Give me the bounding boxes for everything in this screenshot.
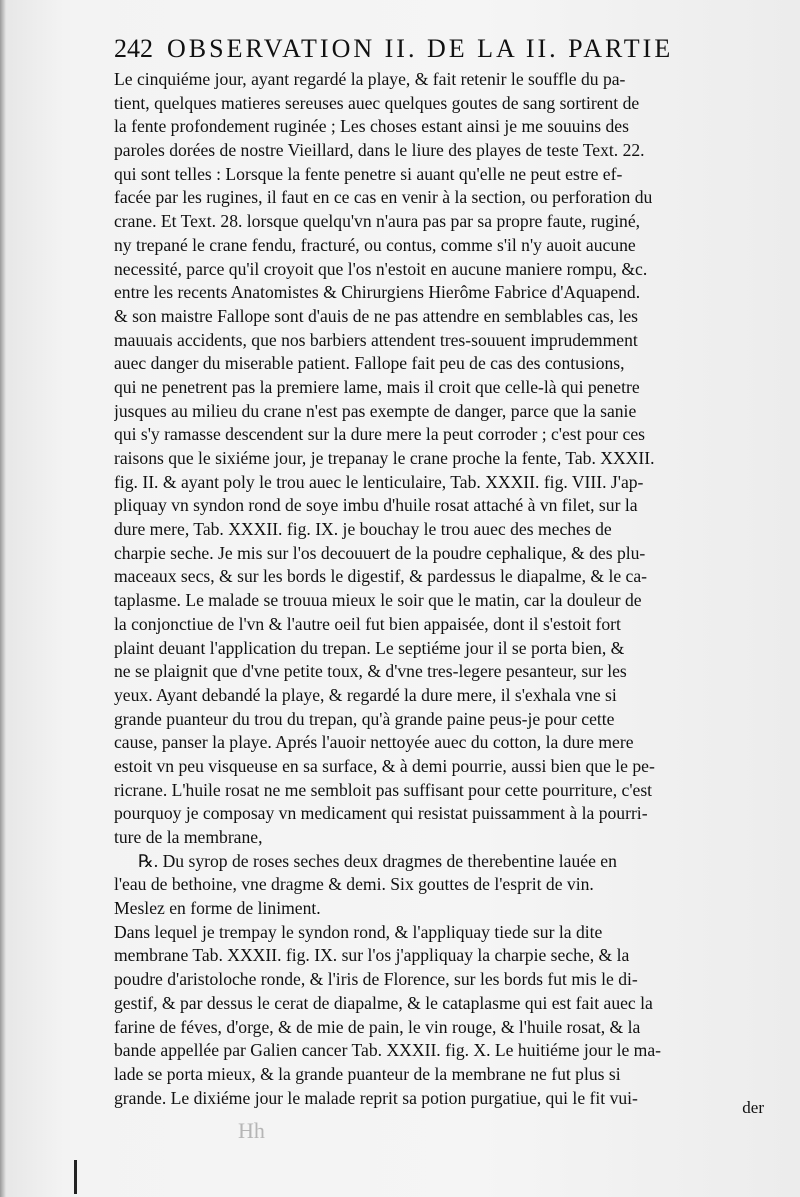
text-line: membrane Tab. XXXII. fig. IX. sur l'os j'appliquay la charpie seche, & la — [114, 945, 630, 966]
text-line: maceaux secs, & sur les bords le digestif, & pardessus le diapalme, & le ca- — [114, 566, 648, 587]
text-line: plaint deuant l'application du trepan. Le septiéme jour il se porta bien, & — [114, 637, 625, 658]
recipe-line: l'eau de bethoine, vne dragme & demi. Six gouttes de l'esprit de vin. — [114, 874, 594, 895]
text-line: ture de la membrane, — [114, 827, 263, 847]
text-line: farine de féves, d'orge, & de mie de pain, le vin rouge, & l'huile rosat, & la — [114, 1016, 641, 1037]
text-line: taplasme. Le malade se trouua mieux le soir que le matin, car la douleur de — [114, 590, 642, 611]
page-number: 242 — [114, 34, 153, 63]
text-line: jusques au milieu du crane n'est pas exempte de danger, parce que la sanie — [114, 400, 637, 421]
text-line: cause, panser la playe. Aprés l'auoir nettoyée auec du cotton, la dure mere — [114, 732, 634, 753]
running-header — [114, 34, 704, 64]
bleedthrough-text: Hh — [238, 1118, 265, 1143]
body-text — [114, 68, 762, 1110]
text-line: grande puanteur du trou du trepan, qu'à grande paine peus-je pour cette — [114, 708, 615, 729]
text-line: ricrane. L'huile rosat ne me sembloit pas suffisant pour cette pourriture, c'est — [114, 779, 653, 800]
text-line: bande appellée par Galien cancer Tab. XXXII. fig. X. Le huitiéme jour le ma- — [114, 1040, 662, 1061]
text-line: auec danger du miserable patient. Fallope fait peu de cas des contusions, — [114, 353, 625, 374]
text-line: poudre d'aristoloche ronde, & l'iris de Florence, sur les bords fut mis le di- — [114, 969, 638, 990]
text-line: pliquay vn syndon rond de soye imbu d'huile rosat attaché à vn filet, sur la — [114, 495, 638, 516]
text-line: paroles dorées de nostre Vieillard, dans le liure des playes de teste Text. 22. — [114, 140, 645, 161]
text-line: estoit vn peu visqueuse en sa surface, & à demi pourrie, aussi bien que le pe- — [114, 755, 655, 776]
text-line: grande. Le dixiéme jour le malade reprit sa potion purgatiue, qui le fit vui- — [114, 1087, 638, 1108]
text-line: Dans lequel je trempay le syndon rond, & l'appliquay tiede sur la dite — [114, 921, 603, 942]
text-line: fig. II. & ayant poly le trou auec le lenticulaire, Tab. XXXII. fig. VIII. J'ap- — [114, 471, 644, 492]
text-line: qui s'y ramasse descendent sur la dure mere la peut corroder ; c'est pour ces — [114, 424, 646, 445]
catchword: der — [742, 1098, 764, 1117]
text-line: Le cinquiéme jour, ayant regardé la playe, & fait retenir le souffle du pa- — [114, 69, 626, 89]
text-line: gestif, & par dessus le cerat de diapalme, & le cataplasme qui est fait auec la — [114, 992, 653, 1013]
text-line: crane. Et Text. 28. lorsque quelqu'vn n'aura pas par sa propre faute, ruginé, — [114, 211, 641, 232]
recipe-line: ℞. Du syrop de roses seches deux dragmes de therebentine lauée en — [138, 850, 617, 871]
text-line: qui sont telles : Lorsque la fente penetre si auant qu'elle ne peut estre ef- — [114, 163, 623, 184]
text-line: raisons que le sixiéme jour, je trepanay le crane proche la fente, Tab. XXXII. — [114, 448, 655, 468]
binding-mark — [74, 1160, 77, 1194]
page-edge-shadow — [0, 0, 6, 1197]
text-line: necessité, parce qu'il croyoit que l'os n'estoit en aucune maniere rompu, &c. — [114, 258, 648, 279]
text-line: facée par les rugines, il faut en ce cas en venir à la section, ou perforation du — [114, 187, 653, 208]
text-line: entre les recents Anatomistes & Chirurgiens Hierôme Fabrice d'Aquapend. — [114, 282, 641, 303]
text-line: & son maistre Fallope sont d'auis de ne pas attendre en semblables cas, les — [114, 305, 639, 326]
text-line: lade se porta mieux, & la grande puanteur de la membrane ne fut plus si — [114, 1063, 621, 1084]
text-line: pourquoy je composay vn medicament qui resistat puissamment à la pourri- — [114, 803, 648, 824]
text-line: ny trepané le crane fendu, fracturé, ou contus, comme s'il n'y auoit aucune — [114, 234, 636, 255]
text-line: yeux. Ayant debandé la playe, & regardé la dure mere, il s'exhala vne si — [114, 684, 617, 705]
text-line: dure mere, Tab. XXXII. fig. IX. je bouchay le trou auec des meches de — [114, 519, 612, 540]
text-line: qui ne penetrent pas la premiere lame, mais il croit que celle-là qui penetre — [114, 376, 640, 397]
text-line: charpie seche. Je mis sur l'os decouuert de la poudre cephalique, & des plu- — [114, 542, 646, 563]
text-line: la conjonctiue de l'vn & l'autre oeil fut bien appaisée, dont il s'estoit fort — [114, 613, 621, 634]
text-line: mauuais accidents, que nos barbiers attendent tres-souuent imprudemment — [114, 329, 638, 350]
text-line: la fente profondement ruginée ; Les choses estant ainsi je me souuins des — [114, 116, 629, 137]
header-title: OBSERVATION II. DE LA II. PARTIE — [167, 34, 674, 63]
recipe-line: Meslez en forme de liniment. — [114, 898, 321, 919]
text-line: ne se plaignit que d'vne petite toux, & d'vne tres-legere pesanteur, sur les — [114, 661, 627, 682]
text-line: tient, quelques matieres sereuses auec quelques goutes de sang sortirent de — [114, 92, 640, 113]
